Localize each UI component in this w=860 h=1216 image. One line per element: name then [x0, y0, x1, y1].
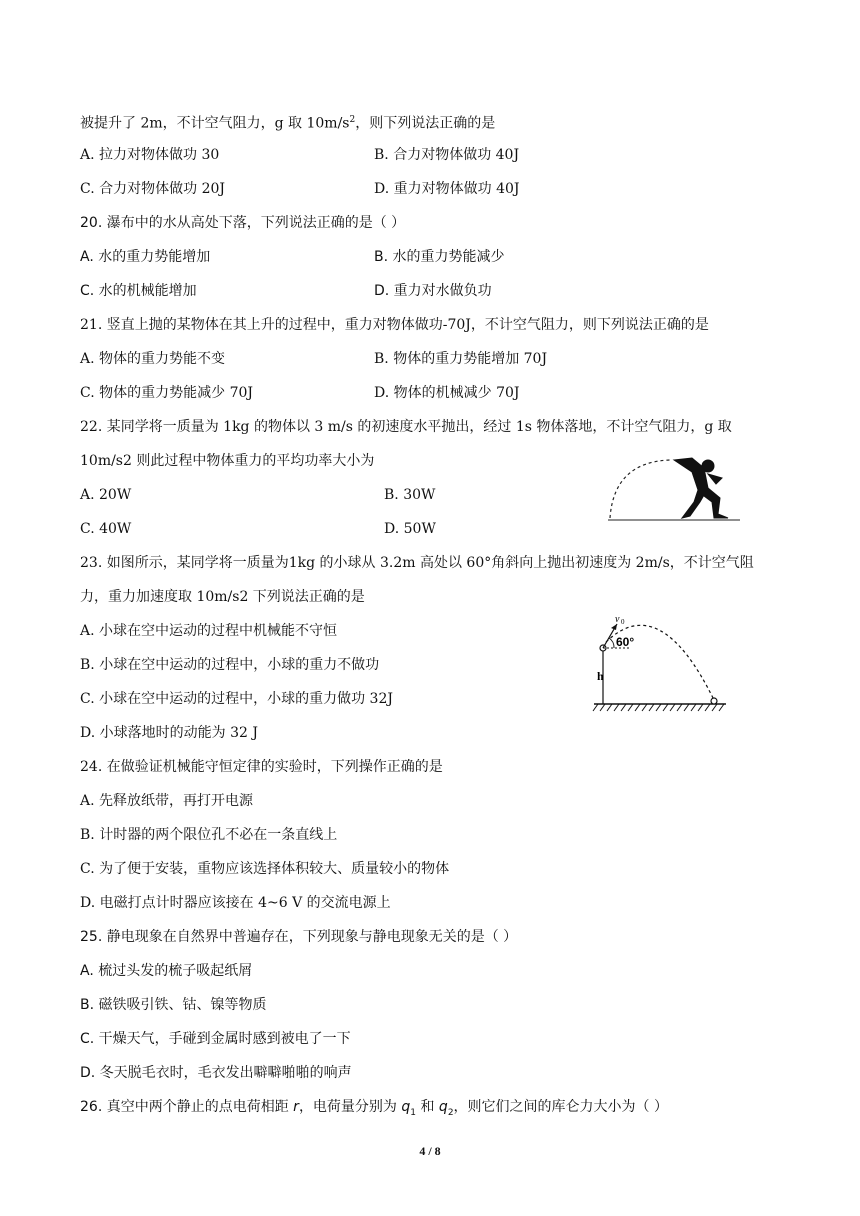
q23-option-d: D. 小球落地时的动能为 32 J: [80, 725, 258, 741]
charge-symbol-1: q: [401, 1099, 411, 1115]
q22-stem-line1: 22. 某同学将一质量为 1kg 的物体以 3 m/s 的初速度水平抛出，经过 1s 物体落地，不计空气阻力，g 取: [80, 419, 732, 435]
q26-text-4: ，则它们之间的库仑力大小为（ ）: [453, 1099, 668, 1115]
q19-option-d: D. 重力对物体做功 40J: [374, 181, 520, 197]
q20-option-a: A. 水的重力势能增加: [80, 249, 211, 265]
thrower-figure: [604, 448, 744, 530]
q21-option-c: C. 物体的重力势能减少 70J: [80, 385, 253, 401]
angle-arc: [609, 638, 614, 648]
q23-option-a: A. 小球在空中运动的过程中机械能不守恒: [80, 623, 338, 639]
q23-option-c: C. 小球在空中运动的过程中，小球的重力做功 32J: [80, 691, 393, 707]
charge-subscript-2: 2: [447, 1107, 454, 1118]
person-silhouette: [674, 458, 728, 518]
q21-option-d: D. 物体的机械减少 70J: [374, 385, 520, 401]
q20-option-c: C. 水的机械能增加: [80, 283, 197, 299]
velocity-subscript: 0: [621, 618, 625, 626]
q20-stem: 20. 瀑布中的水从高处下落，下列说法正确的是（ ）: [80, 215, 406, 231]
q26-text-1: 26. 真空中两个静止的点电荷相距: [80, 1099, 294, 1115]
height-label: h: [597, 669, 604, 683]
projectile-figure: [590, 610, 730, 718]
q19-stem-text: 被提升了 2m，不计空气阻力，g 取 10m/s: [80, 115, 350, 132]
q25-option-a: A. 梳过头发的梳子吸起纸屑: [80, 963, 253, 979]
q23-stem-line2: 力，重力加速度取 10m/s2 下列说法正确的是: [80, 589, 365, 605]
q25-option-c: C. 干燥天气，手碰到金属时感到被电了一下: [80, 1031, 351, 1047]
q26-text-2: ，电荷量分别为: [298, 1099, 402, 1115]
q24-option-d: D. 电磁打点计时器应该接在 4~6 V 的交流电源上: [80, 895, 391, 911]
q19-option-a: A. 拉力对物体做功 30: [80, 147, 220, 163]
q24-option-b: B. 计时器的两个限位孔不必在一条直线上: [80, 827, 338, 843]
q21-option-b: B. 物体的重力势能增加 70J: [374, 351, 548, 367]
q21-option-a: A. 物体的重力势能不变: [80, 351, 226, 367]
q22-option-a: A. 20W: [80, 487, 132, 503]
angle-label: 60°: [616, 635, 635, 649]
q22-option-d: D. 50W: [384, 521, 436, 537]
charge-subscript-1: 1: [410, 1107, 417, 1118]
q20-option-d: D. 重力对水做负功: [374, 283, 492, 299]
q26-text-3: 和: [416, 1099, 439, 1115]
ground-hatch: [593, 704, 724, 711]
q25-option-b: B. 磁铁吸引铁、钴、镍等物质: [80, 997, 267, 1013]
q25-stem: 25. 静电现象在自然界中普遍存在，下列现象与静电现象无关的是（ ）: [80, 929, 518, 945]
q23-stem-line1: 23. 如图所示，某同学将一质量为1kg 的小球从 3.2m 高处以 60°角斜向上抛出初速度为 2m/s，不计空气阻: [80, 555, 754, 571]
q22-option-b: B. 30W: [384, 487, 436, 503]
q25-option-d: D. 冬天脱毛衣时，毛衣发出噼噼啪啪的响声: [80, 1065, 352, 1081]
ball-landing: [711, 698, 717, 704]
trajectory-arc: [610, 460, 670, 518]
q23-option-b: B. 小球在空中运动的过程中，小球的重力不做功: [80, 657, 380, 673]
q24-stem: 24. 在做验证机械能守恒定律的实验时，下列操作正确的是: [80, 759, 443, 775]
page-number: 4 / 8: [419, 1144, 441, 1158]
q19-stem-text-2: ，则下列说法正确的是: [355, 115, 496, 132]
q19-option-c: C. 合力对物体做功 20J: [80, 181, 225, 197]
q24-option-a: A. 先释放纸带，再打开电源: [80, 793, 254, 809]
q19-stem-end: [80, 110, 495, 134]
velocity-label: v: [615, 614, 620, 625]
exponent: 2: [349, 115, 356, 125]
distance-symbol: r: [293, 1099, 299, 1115]
q22-stem-line2: 10m/s2 则此过程中物体重力的平均功率大小为: [80, 453, 375, 469]
q24-option-c: C. 为了便于安装，重物应该选择体积较大、质量较小的物体: [80, 861, 450, 877]
q19-option-b: B. 合力对物体做功 40J: [374, 147, 520, 163]
charge-symbol-2: q: [438, 1099, 448, 1115]
q22-option-c: C. 40W: [80, 521, 132, 537]
q20-option-b: B. 水的重力势能减少: [374, 249, 505, 265]
q26-stem: [80, 1097, 668, 1123]
q21-stem: 21. 竖直上抛的某物体在其上升的过程中，重力对物体做功-70J，不计空气阻力，则下列说法正确的是: [80, 317, 709, 333]
